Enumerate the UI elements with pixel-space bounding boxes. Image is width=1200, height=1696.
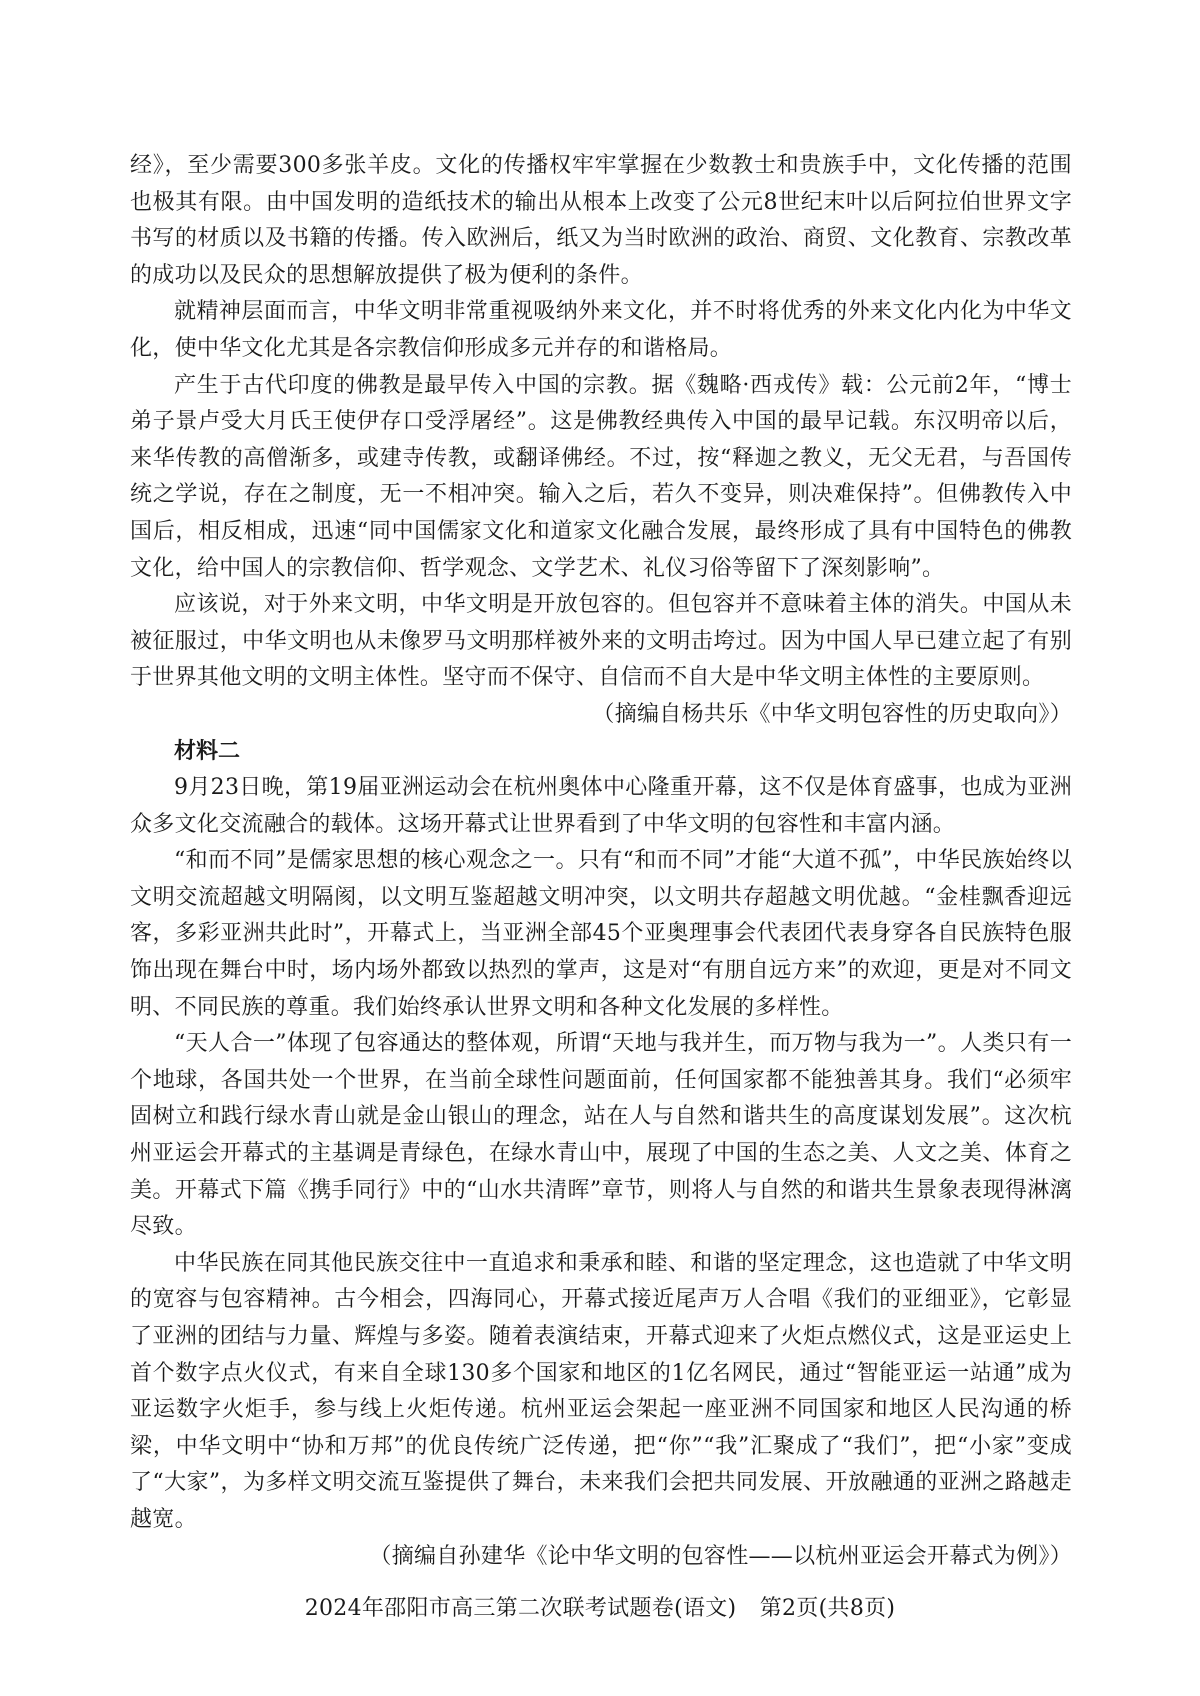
section-heading-material-2: 材料二	[174, 738, 241, 764]
paragraph-spiritual: 就精神层面而言，中华文明非常重视吸纳外来文化，并不时将优秀的外来文化内化为中华文化，使中华文化尤其是各宗教信仰形成多元并存的和谐格局。	[130, 299, 1072, 361]
paragraph-harmony: “和而不同”是儒家思想的核心观念之一。只有“和而不同”才能“大道不孤”，中华民族始终以文明交流超越文明隔阂，以文明互鉴超越文明冲突，以文明共存超越文明优越。“金桂飘香迎远客，多彩亚洲共此时”，开幕式上，当亚洲全部45个亚奥理事会代表团代表身穿各自民族特色服饰出现在舞台中时，场内场外都致以热烈的掌声，这是对“有朋自远方来”的欢迎，更是对不同文明、不同民族的尊重。我们始终承认世界文明和各种文化发展的多样性。	[130, 848, 1072, 1020]
source-citation-1: （摘编自杨共乐《中华文明包容性的历史取向》）	[592, 701, 1072, 727]
paragraph-inclusiveness: 应该说，对于外来文明，中华文明是开放包容的。但包容并不意味着主体的消失。中国从未被征服过，中华文明也从未像罗马文明那样被外来的文明击垮过。因为中国人早已建立起了有别于世界其他文明的文明主体性。坚守而不保守、自信而不自大是中华文明主体性的主要原则。	[130, 592, 1072, 691]
page-content	[130, 148, 1072, 1575]
exam-title: 2024年邵阳市高三第二次联考试题卷(语文)	[304, 1596, 737, 1621]
paragraph-asian-games: 9月23日晚，第19届亚洲运动会在杭州奥体中心隆重开幕，这不仅是体育盛事，也成为亚洲众多文化交流融合的载体。这场开幕式让世界看到了中华文明的包容性和丰富内涵。	[130, 775, 1072, 837]
paragraph-ceremony: 中华民族在同其他民族交往中一直追求和秉承和睦、和谐的坚定理念，这也造就了中华文明的宽容与包容精神。古今相会，四海同心，开幕式接近尾声万人合唱《我们的亚细亚》，它彰显了亚洲的团结与力量、辉煌与多姿。随着表演结束，开幕式迎来了火炬点燃仪式，这是亚运史上首个数字点火仪式，有来自全球130多个国家和地区的1亿名网民，通过“智能亚运一站通”成为亚运数字火炬手，参与线上火炬传递。杭州亚运会架起一座亚洲不同国家和地区人民沟通的桥梁，中华文明中“协和万邦”的优良传统广泛传递，把“你”“我”汇聚成了“我们”，把“小家”变成了“大家”，为多样文明交流互鉴提供了舞台，未来我们会把共同发展、开放融通的亚洲之路越走越宽。	[130, 1250, 1072, 1532]
paragraph-nature: “天人合一”体现了包容通达的整体观，所谓“天地与我并生，而万物与我为一”。人类只有一个地球，各国共处一个世界，在当前全球性问题面前，任何国家都不能独善其身。我们“必须牢固树立和践行绿水青山就是金山银山的理念，站在人与自然和谐共生的高度谋划发展”。这次杭州亚运会开幕式的主基调是青绿色，在绿水青山中，展现了中国的生态之美、人文之美、体育之美。开幕式下篇《携手同行》中的“山水共清晖”章节，则将人与自然的和谐共生景象表现得淋漓尽致。	[130, 1031, 1072, 1240]
paragraph-continuation: 经》，至少需要300多张羊皮。文化的传播权牢牢掌握在少数教士和贵族手中，文化传播的范围也极其有限。由中国发明的造纸技术的输出从根本上改变了公元8世纪末叶以后阿拉伯世界文字书写的材质以及书籍的传播。传入欧洲后，纸又为当时欧洲的政治、商贸、文化教育、宗教改革的成功以及民众的思想解放提供了极为便利的条件。	[130, 153, 1072, 288]
paragraph-buddhism: 产生于古代印度的佛教是最早传入中国的宗教。据《魏略·西戎传》载：公元前2年，“博士弟子景卢受大月氏王使伊存口受浮屠经”。这是佛教经典传入中国的最早记载。东汉明帝以后，来华传教的高僧渐多，或建寺传教，或翻译佛经。不过，按“释迦之教义，无父无君，与吾国传统之学说，存在之制度，无一不相冲突。输入之后，若久不变异，则决难保持”。但佛教传入中国后，相反相成，迅速“同中国儒家文化和道家文化融合发展，最终形成了具有中国特色的佛教文化，给中国人的宗教信仰、哲学观念、文学艺术、礼仪习俗等留下了深刻影响”。	[130, 372, 1072, 581]
page-footer	[0, 1594, 1200, 1624]
page-number: 第2页(共8页)	[759, 1596, 896, 1621]
source-citation-2: （摘编自孙建华《论中华文明的包容性——以杭州亚运会开幕式为例》）	[369, 1543, 1072, 1569]
